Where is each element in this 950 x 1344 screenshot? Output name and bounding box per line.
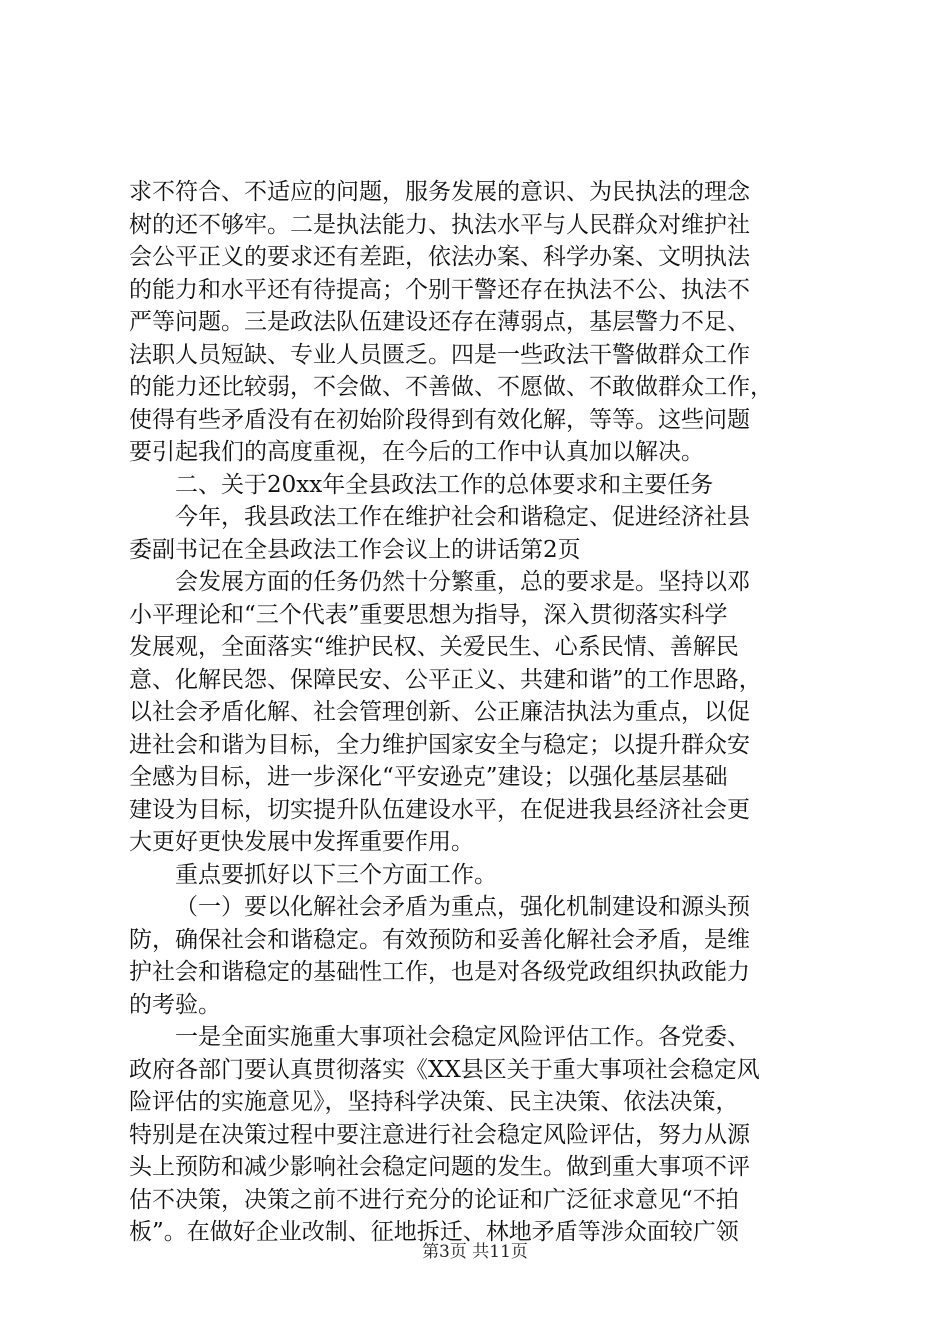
text-line: 今年，我县政法工作在维护社会和谐稳定、促进经济社县 [175,504,750,530]
text-line: 意、化解民怨、保障民安、公平正义、共建和谐”的工作思路， [129,666,762,693]
text-line: 一是全面实施重大事项社会稳定风险评估工作。各党委、 [175,1024,750,1050]
text-line: 政府各部门要认真贯彻落实《XX县区关于重大事项社会稳定风 [129,1056,760,1083]
text-line: 板”。在做好企业改制、征地拆迁、林地矛盾等涉众面较广领 [129,1219,739,1245]
text-line: 特别是在决策过程中要注意进行社会稳定风险评估，努力从源 [129,1121,750,1148]
text-line: （一）要以化解社会矛盾为重点，强化机制建设和源头预 [175,894,750,920]
page-footer: 第3页 共11页 [422,1242,528,1262]
text-line: 以社会矛盾化解、社会管理创新、公正廉洁执法为重点，以促 [129,699,750,725]
text-line: 大更好更快发展中发挥重要作用。 [129,829,474,855]
text-line: 建设为目标，切实提升队伍建设水平，在促进我县经济社会更 [129,796,750,823]
text-line: 全感为目标，进一步深化“平安逊克”建设；以强化基层基础 [129,764,728,790]
text-line: 估不决策，决策之前不进行充分的论证和广泛征求意见“不拍 [129,1186,739,1213]
text-line: 树的还不够牢。二是执法能力、执法水平与人民群众对维护社 [129,211,750,238]
text-line: 的考验。 [129,991,221,1018]
text-line: 委副书记在全县政法工作会议上的讲话第2页 [129,536,581,563]
text-line: 使得有些矛盾没有在初始阶段得到有效化解，等等。这些问题 [129,406,750,433]
text-line: 小平理论和“三个代表”重要思想为指导，深入贯彻落实科学 [129,601,728,628]
text-line: 进社会和谐为目标，全力维护国家安全与稳定；以提升群众安 [129,731,750,758]
text-line: 防，确保社会和谐稳定。有效预防和妥善化解社会矛盾，是维 [129,926,750,953]
text-line: 的能力还比较弱，不会做、不善做、不愿做、不敢做群众工作， [129,374,773,400]
text-line: 头上预防和减少影响社会稳定问题的发生。做到重大事项不评 [129,1154,750,1180]
text-line: 险评估的实施意见》，坚持科学决策、民主决策、依法决策， [129,1089,739,1115]
text-line: 二、关于20xx年全县政法工作的总体要求和主要任务 [175,471,714,498]
text-line: 求不符合、不适应的问题，服务发展的意识、为民执法的理念 [129,179,750,205]
text-line: 重点要抓好以下三个方面工作。 [175,861,497,888]
text-line: 法职人员短缺、专业人员匮乏。四是一些政法干警做群众工作 [129,341,750,368]
text-line: 会发展方面的任务仍然十分繁重，总的要求是。坚持以邓 [175,569,750,595]
text-line: 要引起我们的高度重视，在今后的工作中认真加以解决。 [129,439,704,465]
text-line: 会公平正义的要求还有差距，依法办案、科学办案、文明执法 [129,244,750,270]
text-line: 发展观，全面落实“维护民权、关爱民生、心系民情、善解民 [129,634,739,660]
text-line: 严等问题。三是政法队伍建设还存在薄弱点，基层警力不足、 [129,309,750,335]
text-line: 的能力和水平还有待提高；个别干警还存在执法不公、执法不 [129,276,750,303]
text-line: 护社会和谐稳定的基础性工作，也是对各级党政组织执政能力 [129,959,750,985]
document-body [129,176,829,1249]
